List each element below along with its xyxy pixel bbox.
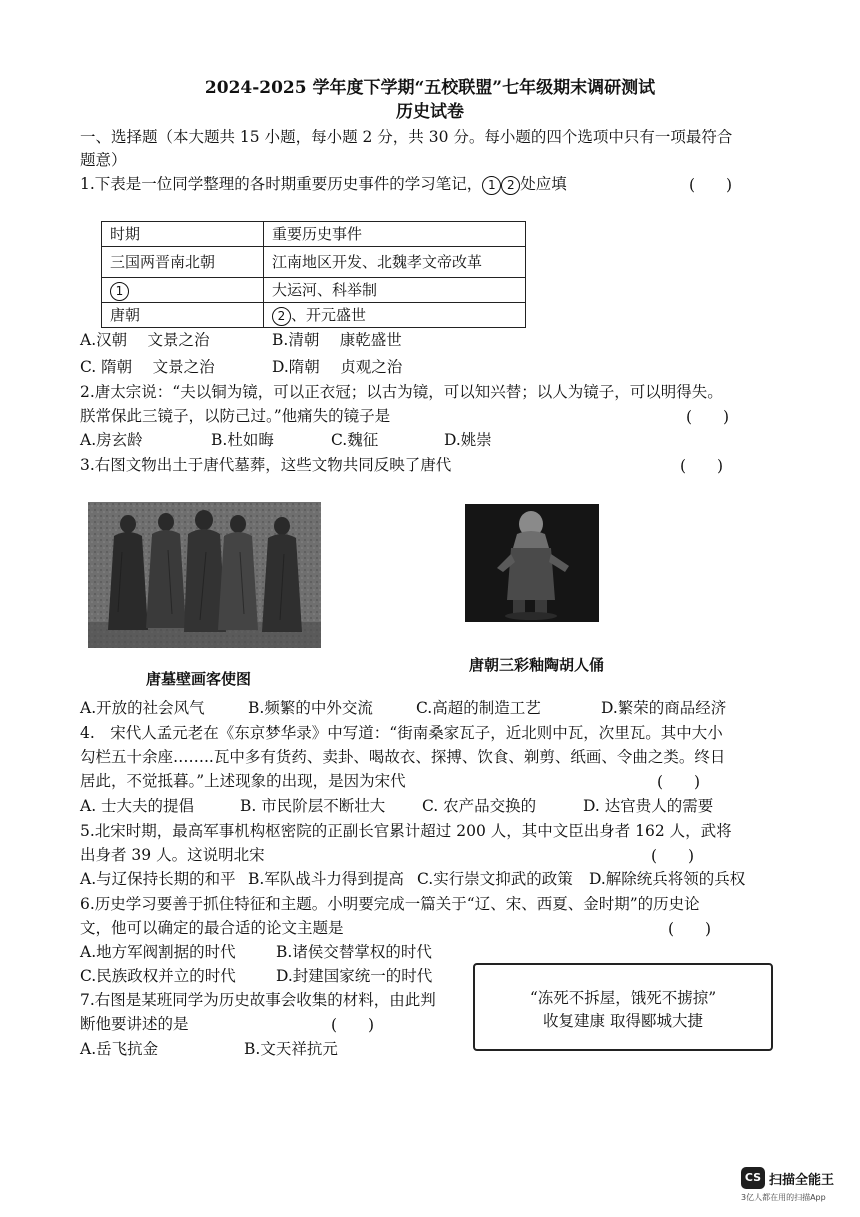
scanner-brand: 扫描全能王: [769, 1172, 835, 1188]
q2-option-c: C.魏征: [331, 431, 379, 449]
q3-option-b: B.频繁的中外交流: [248, 699, 373, 717]
q5-answer-blank: ( ): [651, 847, 695, 865]
q3-option-d: D.繁荣的商品经济: [601, 699, 727, 717]
exam-title: 2024-2025 学年度下学期“五校联盟”七年级期末调研测试: [204, 78, 656, 98]
q7-box-quote: “冻死不拆屋，饿死不掳掠”: [529, 989, 717, 1007]
q3-option-c: C.高超的制造工艺: [416, 699, 541, 717]
q2-option-d: D.姚崇: [444, 431, 492, 449]
table-header-period: 时期: [102, 222, 264, 247]
q1-stem: [80, 173, 567, 195]
q1-option-a: A.汉朝 文景之治: [80, 331, 210, 349]
table-header-events: 重要历史事件: [264, 222, 526, 247]
q2-stem-cont: 朕常保此三镜子，以防己过。”他痛失的镜子是: [80, 407, 391, 425]
circled-mark-2: 2: [501, 176, 520, 195]
table-row: [102, 222, 526, 247]
table-cell: [264, 303, 526, 328]
q1-option-d: D.隋朝 贞观之治: [272, 358, 403, 376]
q7-option-b: B.文天祥抗元: [244, 1040, 338, 1058]
tang-tomb-mural-photo: [88, 502, 321, 648]
q5-option-a: A.与辽保持长期的和平: [80, 870, 236, 888]
q4-option-c: C. 农产品交换的: [422, 797, 537, 815]
table-cell: 三国两晋南北朝: [102, 247, 264, 278]
q4-stem-cont-2: 居此，不觉抵暮。”上述现象的出现，是因为宋代: [80, 772, 406, 790]
q4-option-a: A. 士大夫的提倡: [80, 797, 195, 815]
q7-material-box: [473, 963, 773, 1051]
scanner-watermark: [741, 1167, 834, 1203]
q7-stem-cont: 断他要讲述的是: [80, 1015, 189, 1033]
q7-option-a: A.岳飞抗金: [80, 1040, 159, 1058]
table-cell: [102, 278, 264, 303]
q3-answer-blank: ( ): [680, 457, 724, 475]
table-row: [102, 303, 526, 328]
q1-option-b: B.清朝 康乾盛世: [272, 331, 402, 349]
q5-option-d: D.解除统兵将领的兵权: [589, 870, 746, 888]
q7-answer-blank: ( ): [331, 1016, 375, 1034]
q4-option-b: B. 市民阶层不断壮大: [240, 797, 386, 815]
caption-mural: 唐墓壁画客使图: [146, 670, 252, 688]
q2-stem: 2.唐太宗说：“夫以铜为镜，可以正衣冠；以古为镜，可以知兴替；以人为镜子，可以明得失。: [80, 383, 723, 401]
q6-stem: 6.历史学习要善于抓住特征和主题。小明要完成一篇关于“辽、宋、西夏、金时期”的历史论: [80, 895, 700, 913]
q4-option-d: D. 达官贵人的需要: [583, 797, 714, 815]
q6-answer-blank: ( ): [668, 920, 712, 938]
caption-figurine: 唐朝三彩釉陶胡人俑: [469, 656, 605, 674]
section-heading-cont: 题意）: [80, 151, 127, 169]
q7-stem: 7.右图是某班同学为历史故事会收集的材料，由此判: [80, 991, 436, 1009]
q5-stem: 5.北宋时期，最高军事机构枢密院的正副长官累计超过 200 人，其中文臣出身者 162 人，武将: [80, 822, 732, 840]
section-heading: 一、选择题（本大题共 15 小题，每小题 2 分，共 30 分。每小题的四个选项中只有一项最符合: [80, 128, 733, 146]
scanner-tagline: 3亿人都在用的扫描App: [741, 1193, 826, 1202]
q3-option-a: A.开放的社会风气: [80, 699, 205, 717]
q6-option-c: C.民族政权并立的时代: [80, 967, 236, 985]
q6-stem-cont: 文，他可以确定的最合适的论文主题是: [80, 919, 344, 937]
q6-option-a: A.地方军阀割据的时代: [80, 943, 236, 961]
q1-option-c: C. 隋朝 文景之治: [80, 358, 215, 376]
exam-subtitle: 历史试卷: [396, 102, 464, 122]
table-cell-text: 、开元盛世: [291, 306, 367, 324]
table-row: [102, 247, 526, 278]
circled-mark-1: 1: [482, 176, 501, 195]
q7-box-events: 收复建康 取得郾城大捷: [543, 1012, 703, 1030]
q5-option-c: C.实行崇文抑武的政策: [417, 870, 573, 888]
q5-stem-cont: 出身者 39 人。这说明北宋: [80, 846, 265, 864]
q2-answer-blank: ( ): [686, 408, 730, 426]
table-cell: 江南地区开发、北魏孝文帝改革: [264, 247, 526, 278]
q6-option-d: D.封建国家统一的时代: [276, 967, 433, 985]
q4-answer-blank: ( ): [657, 773, 701, 791]
table-row: [102, 278, 526, 303]
study-notes-table: [101, 221, 526, 328]
q4-stem: 4. 宋代人孟元老在《东京梦华录》中写道：“街南桑家瓦子，近北则中瓦，次里瓦。其中大小: [80, 724, 723, 742]
q1-stem-text-end: 处应填: [520, 175, 567, 193]
q1-stem-text: 1.下表是一位同学整理的各时期重要历史事件的学习笔记，: [80, 175, 483, 193]
circled-mark-1: 1: [110, 282, 129, 301]
table-cell: 唐朝: [102, 303, 264, 328]
table-cell: 大运河、科举制: [264, 278, 526, 303]
camscanner-logo-icon: CS: [741, 1167, 765, 1189]
tang-sancai-figurine-photo: [465, 504, 599, 622]
q1-answer-blank: ( ): [689, 176, 733, 194]
q4-stem-cont-1: 勾栏五十余座……..瓦中多有货药、卖卦、喝故衣、探搏、饮食、剃剪、纸画、令曲之类。终日: [80, 748, 726, 766]
q2-option-a: A.房玄龄: [80, 431, 143, 449]
q3-stem: 3.右图文物出土于唐代墓葬，这些文物共同反映了唐代: [80, 456, 452, 474]
q2-option-b: B.杜如晦: [211, 431, 274, 449]
q5-option-b: B.军队战斗力得到提高: [248, 870, 404, 888]
circled-mark-2: 2: [272, 307, 291, 326]
q6-option-b: B.诸侯交替掌权的时代: [276, 943, 432, 961]
